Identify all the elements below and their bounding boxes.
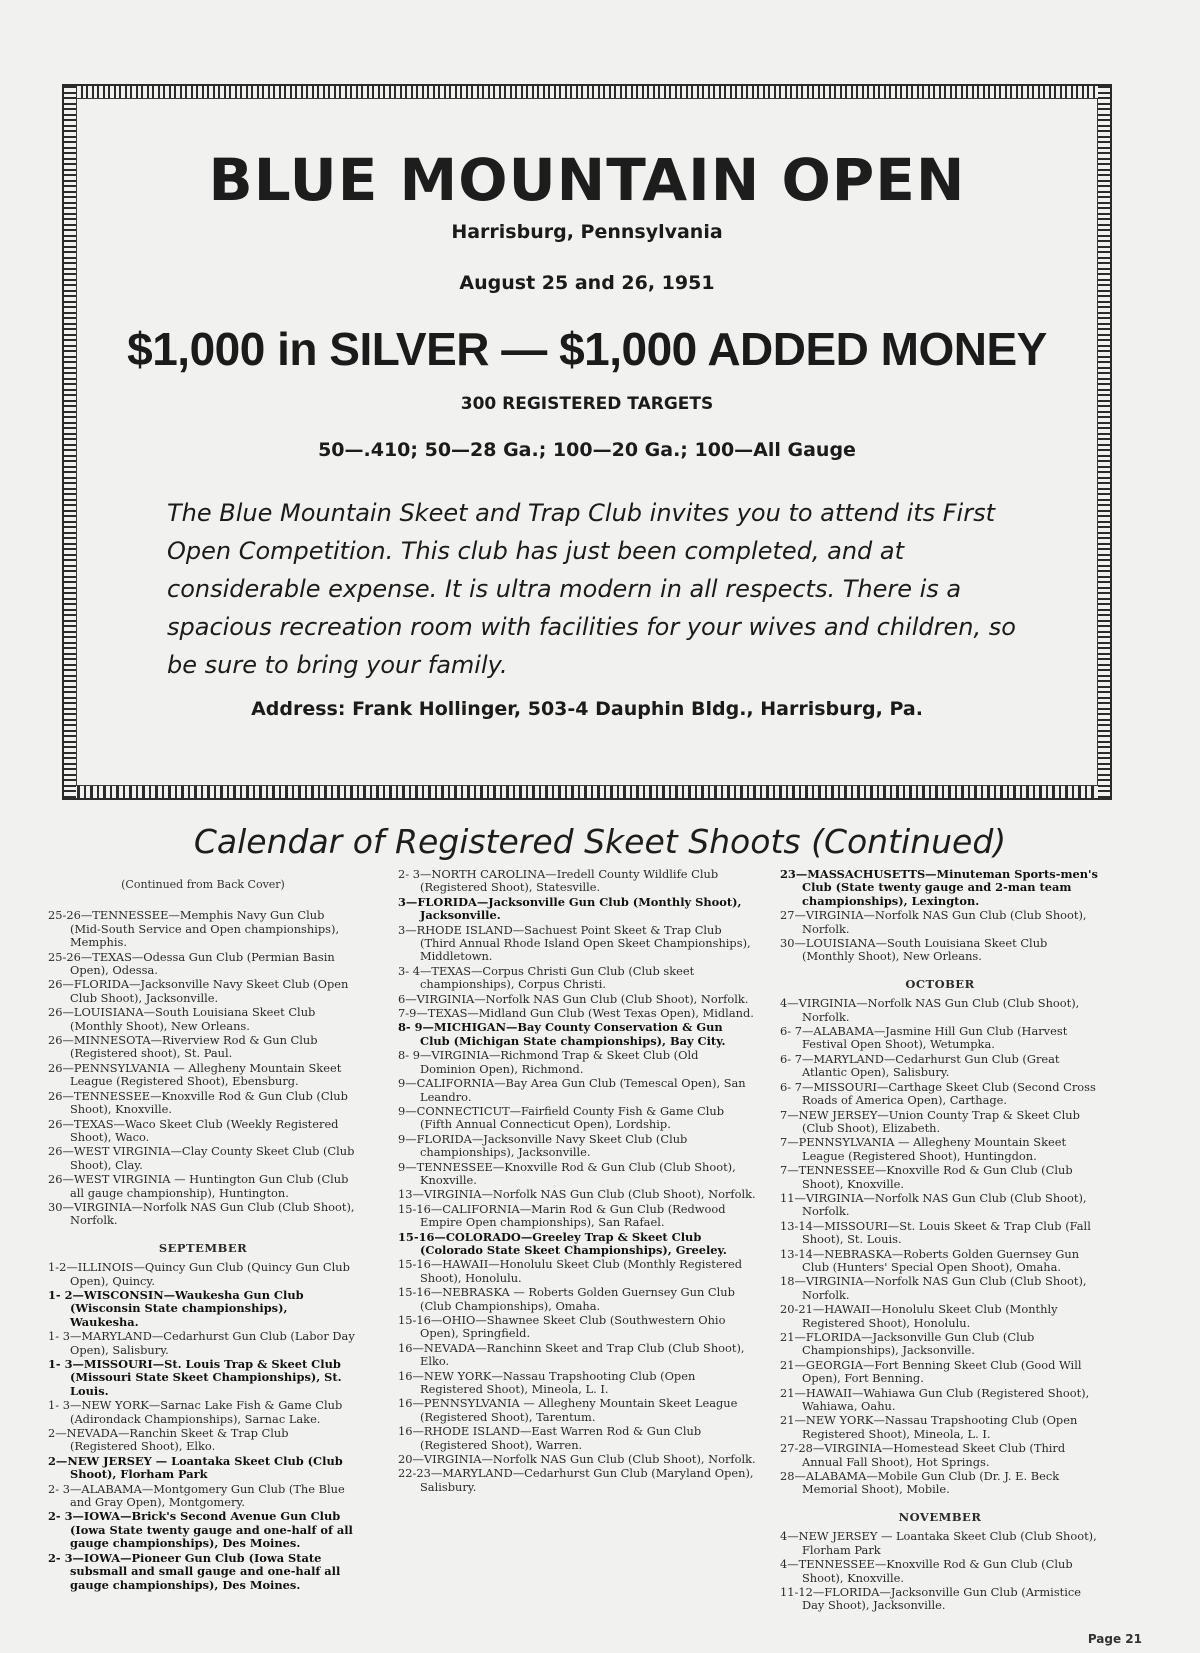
shoot-entry: 28—ALABAMA—Mobile Gun Club (Dr. J. E. Beck Memorial Shoot), Mobile. [780,1469,1060,1497]
shoot-entry: 7—TENNESSEE—Knoxville Rod & Gun Club (Club Shoot), Knoxville. [780,1163,1073,1191]
shoot-entry: 16—RHODE ISLAND—East Warren Rod & Gun Club (Registered Shoot), Warren. [398,1424,702,1452]
month-heading-october: OCTOBER [905,976,975,991]
shoot-entry: 21—GEORGIA—Fort Benning Skeet Club (Good Will Open), Fort Benning. [780,1357,1082,1386]
shoot-entry: 1-2—ILLINOIS—Quincy Gun Club (Quincy Gun Club Open), Quincy. [48,1260,350,1288]
entry-list [398,868,756,1494]
shoot-entry: 21—NEW YORK—Nassau Trapshooting Club (Open Registered Shoot), Mineola, L. I. [780,1413,1078,1441]
shoot-entry: 1- 2—WISCONSIN—Waukesha Gun Club (Wisconsin State championships), Waukesha. [48,1287,304,1329]
shoot-entry: 21—HAWAII—Wahiawa Gun Club (Registered Shoot), Wahiawa, Oahu. [780,1385,1090,1414]
shoot-entry: 8- 9—VIRGINIA—Richmond Trap & Skeet Club (Old Dominion Open), Richmond. [398,1048,699,1076]
entry-list [48,1261,358,1592]
shoot-entry: 26—WEST VIRGINIA — Huntington Gun Club (Club all gauge championship), Huntington. [48,1172,349,1200]
calendar-title: Calendar of Registered Skeet Shoots (Continued) [193,822,1007,861]
ad-targets: 300 REGISTERED TARGETS [460,394,714,414]
shoot-entry: 26—TEXAS—Waco Skeet Club (Weekly Registered Shoot), Waco. [48,1116,339,1144]
shoot-entry: 27—VIRGINIA—Norfolk NAS Gun Club (Club Shoot), Norfolk. [780,908,1087,936]
entry-list [780,997,1100,1497]
shoot-entry: 16—NEVADA—Ranchinn Skeet and Trap Club (Club Shoot), Elko. [398,1340,745,1369]
shoot-entry: 13-14—MISSOURI—St. Louis Skeet & Trap Club (Fall Shoot), St. Louis. [780,1218,1091,1247]
shoot-entry: 27-28—VIRGINIA—Homestead Skeet Club (Third Annual Fall Shoot), Hot Springs. [780,1441,1066,1469]
shoot-entry: 2- 3—NORTH CAROLINA—Iredell County Wildlife Club (Registered Shoot), Statesville. [398,867,719,895]
shoot-entry: 21—FLORIDA—Jacksonville Gun Club (Club Championships), Jacksonville. [780,1330,1035,1358]
shoot-entry: 25-26—TENNESSEE—Memphis Navy Gun Club (Mid-South Service and Open championships), Memphis. [48,908,340,950]
continued-note: (Continued from Back Cover) [121,878,285,891]
shoot-entry: 15-16—NEBRASKA — Roberts Golden Guernsey Gun Club (Club Championships), Omaha. [398,1285,735,1313]
entry-list [780,868,1100,964]
calendar-column-3 [780,868,1100,1614]
page-number: Page 21 [1087,1632,1142,1646]
ad-location: Harrisburg, Pennsylvania [451,221,723,243]
shoot-entry: 7-9—TEXAS—Midland Gun Club (West Texas Open), Midland. [398,1006,754,1021]
ornamental-border-bottom [64,786,1110,798]
shoot-entry: 6—VIRGINIA—Norfolk NAS Gun Club (Club Shoot), Norfolk. [398,991,749,1006]
shoot-entry: 26—PENNSYLVANIA — Allegheny Mountain Skeet League (Registered Shoot), Ebensburg. [48,1060,342,1089]
shoot-entry: 15-16—COLORADO—Greeley Trap & Skeet Club (Colorado State Skeet Championships), Greeley. [398,1229,727,1257]
shoot-entry: 3- 4—TEXAS—Corpus Christi Gun Club (Club skeet championships), Corpus Christi. [398,963,695,992]
ornamental-border-top [64,86,1110,98]
shoot-entry: 7—PENNSYLVANIA — Allegheny Mountain Skeet League (Registered Shoot), Huntingdon. [780,1135,1067,1163]
shoot-entry: 26—FLORIDA—Jacksonville Navy Skeet Club (Open Club Shoot), Jacksonville. [48,977,349,1005]
shoot-entry: 4—VIRGINIA—Norfolk NAS Gun Club (Club Shoot), Norfolk. [780,996,1080,1024]
shoot-entry: 20-21—HAWAII—Honolulu Skeet Club (Monthly Registered Shoot), Honolulu. [780,1302,1058,1330]
shoot-entry: 9—CALIFORNIA—Bay Area Gun Club (Temescal Open), San Leandro. [398,1076,746,1104]
entry-list [780,1530,1100,1612]
ad-title: BLUE MOUNTAIN OPEN [208,146,966,214]
shoot-entry: 15-16—HAWAII—Honolulu Skeet Club (Monthly Registered Shoot), Honolulu. [398,1257,743,1285]
shoot-entry: 2- 3—ALABAMA—Montgomery Gun Club (The Blue and Gray Open), Montgomery. [48,1481,345,1510]
shoot-entry: 26—LOUISIANA—South Louisiana Skeet Club (Monthly Shoot), New Orleans. [48,1005,316,1033]
shoot-entry: 26—WEST VIRGINIA—Clay County Skeet Club (Club Shoot), Clay. [48,1144,355,1172]
shoot-entry: 6- 7—MARYLAND—Cedarhurst Gun Club (Great Atlantic Open), Salisbury. [780,1051,1060,1080]
shoot-entry: 6- 7—MISSOURI—Carthage Skeet Club (Second Cross Roads of America Open), Carthage. [780,1079,1096,1108]
shoot-entry: 2- 3—IOWA—Pioneer Gun Club (Iowa State subsmall and small gauge and one-half all gauge championships), Des Moines. [48,1550,341,1592]
shoot-entry: 11-12—FLORIDA—Jacksonville Gun Club (Armistice Day Shoot), Jacksonville. [780,1584,1082,1613]
shoot-entry: 22-23—MARYLAND—Cedarhurst Gun Club (Maryland Open), Salisbury. [398,1466,754,1494]
shoot-entry: 15-16—OHIO—Shawnee Skeet Club (Southwestern Ohio Open), Springfield. [398,1313,726,1341]
shoot-entry: 8- 9—MICHIGAN—Bay County Conservation & Gun Club (Michigan State championships), Bay City. [398,1020,726,1048]
shoot-entry: 1- 3—MARYLAND—Cedarhurst Gun Club (Labor Day Open), Salisbury. [48,1329,355,1357]
shoot-entry: 25-26—TEXAS—Odessa Gun Club (Permian Basin Open), Odessa. [48,949,335,978]
ad-prize-headline: $1,000 in SILVER — $1,000 ADDED MONEY [127,323,1047,375]
shoot-entry: 1- 3—NEW YORK—Sarnac Lake Fish & Game Club (Adirondack Championships), Sarnac Lake. [48,1398,343,1426]
event-advertisement [62,84,1112,800]
shoot-entry: 2—NEVADA—Ranchin Skeet & Trap Club (Registered Shoot), Elko. [48,1426,289,1454]
ad-invitation-text: The Blue Mountain Skeet and Trap Club invites you to attend its First Open Competition. This club has just been completed, and at considerable expense. It is ultra modern in all respects. There is a spacious recreation room with facilities for your wives and children, so be sure to bring your family. [167,499,1016,679]
shoot-entry: 3—FLORIDA—Jacksonville Gun Club (Monthly Shoot), Jacksonville. [398,894,742,923]
month-heading-september: SEPTEMBER [158,1240,248,1255]
shoot-entry: 9—FLORIDA—Jacksonville Navy Skeet Club (Club championships), Jacksonville. [398,1131,688,1160]
shoot-entry: 13—VIRGINIA—Norfolk NAS Gun Club (Club Shoot), Norfolk. [398,1187,756,1202]
shoot-entry: 4—NEW JERSEY — Loantaka Skeet Club (Club Shoot), Florham Park [780,1529,1097,1557]
shoot-entry: 2—NEW JERSEY — Loantaka Skeet Club (Club Shoot), Florham Park [48,1453,343,1482]
shoot-entry: 16—NEW YORK—Nassau Trapshooting Club (Open Registered Shoot), Mineola, L. I. [398,1368,696,1397]
shoot-entry: 6- 7—ALABAMA—Jasmine Hill Gun Club (Harvest Festival Open Shoot), Wetumpka. [780,1024,1068,1052]
shoot-entry: 9—TENNESSEE—Knoxville Rod & Gun Club (Club Shoot), Knoxville. [398,1159,736,1187]
shoot-entry: 2- 3—IOWA—Brick's Second Avenue Gun Club (Iowa State twenty gauge and one-half of all gauge championships), Des Moines. [48,1509,353,1551]
shoot-entry: 30—LOUISIANA—South Louisiana Skeet Club (Monthly Shoot), New Orleans. [780,936,1048,964]
shoot-entry: 23—MASSACHUSETTS—Minuteman Sports-men's Club (State twenty gauge and 2-man team championships), Lexington. [780,867,1098,908]
shoot-entry: 3—RHODE ISLAND—Sachuest Point Skeet & Trap Club (Third Annual Rhode Island Open Skeet Championships), Middletown. [398,922,751,964]
shoot-entry: 11—VIRGINIA—Norfolk NAS Gun Club (Club Shoot), Norfolk. [780,1190,1087,1219]
ad-dates: August 25 and 26, 1951 [459,272,715,294]
entry-list [48,909,358,1227]
shoot-entry: 26—MINNESOTA—Riverview Rod & Gun Club (Registered shoot), St. Paul. [48,1033,318,1061]
shoot-entry: 30—VIRGINIA—Norfolk NAS Gun Club (Club Shoot), Norfolk. [48,1199,355,1228]
ad-address: Address: Frank Hollinger, 503-4 Dauphin Bldg., Harrisburg, Pa. [251,698,923,720]
month-heading-november: NOVEMBER [898,1509,982,1524]
shoot-entry: 15-16—CALIFORNIA—Marin Rod & Gun Club (Redwood Empire Open championships), San Rafael. [398,1201,726,1230]
shoot-entry: 1- 3—MISSOURI—St. Louis Trap & Skeet Club (Missouri State Skeet Championships), St. Louis. [48,1357,342,1398]
shoot-entry: 16—PENNSYLVANIA — Allegheny Mountain Skeet League (Registered Shoot), Tarentum. [398,1396,738,1424]
shoot-entry: 26—TENNESSEE—Knoxville Rod & Gun Club (Club Shoot), Knoxville. [48,1088,348,1117]
shoot-entry: 9—CONNECTICUT—Fairfield County Fish & Game Club (Fifth Annual Connecticut Open), Lordship. [398,1103,724,1132]
shoot-entry: 13-14—NEBRASKA—Roberts Golden Guernsey Gun Club (Hunters' Special Open Shoot), Omaha. [780,1246,1080,1274]
calendar-column-2 [398,868,756,1495]
ad-gauges: 50—.410; 50—28 Ga.; 100—20 Ga.; 100—All Gauge [318,439,856,461]
shoot-entry: 18—VIRGINIA—Norfolk NAS Gun Club (Club Shoot), Norfolk. [780,1274,1087,1302]
shoot-entry: 20—VIRGINIA—Norfolk NAS Gun Club (Club Shoot), Norfolk. [398,1452,756,1467]
shoot-entry: 4—TENNESSEE—Knoxville Rod & Gun Club (Club Shoot), Knoxville. [780,1557,1073,1585]
shoot-entry: 7—NEW JERSEY—Union County Trap & Skeet Club (Club Shoot), Elizabeth. [780,1107,1080,1135]
calendar-column-1 [48,868,358,1593]
